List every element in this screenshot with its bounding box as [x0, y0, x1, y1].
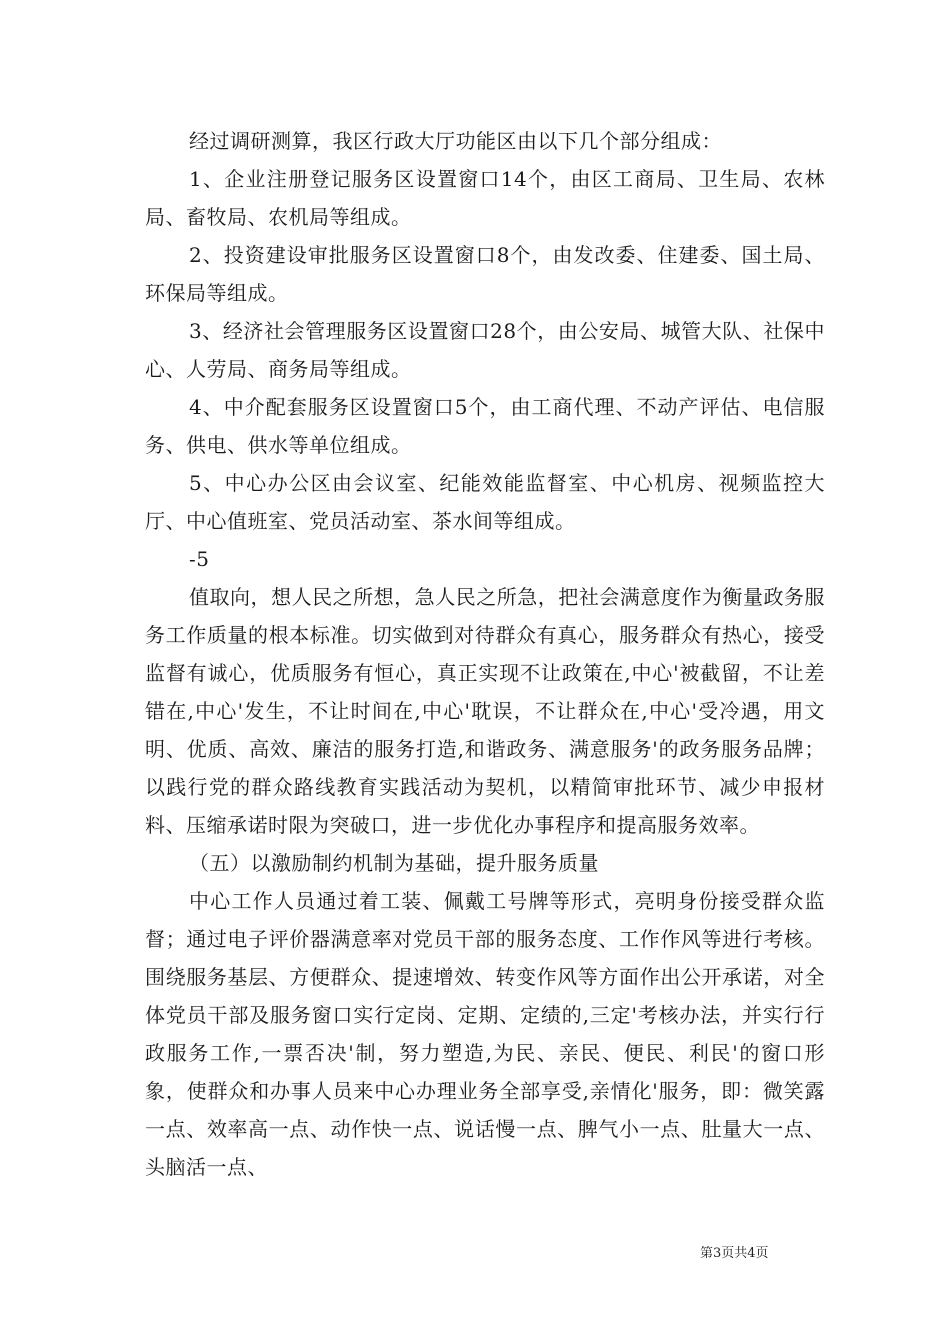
- paragraph-item-2: 2、投资建设审批服务区设置窗口8个，由发改委、住建委、国土局、环保局等组成。: [145, 243, 825, 305]
- paragraph-item-4: 4、中介配套服务区设置窗口5个，由工商代理、不动产评估、电信服务、供电、供水等单位组成。: [145, 395, 825, 457]
- paragraph-item-5: 5、中心办公区由会议室、纪能效能监督室、中心机房、视频监控大厅、中心值班室、党员活动室、茶水间等组成。: [145, 471, 825, 533]
- paragraph-item-3: 3、经济社会管理服务区设置窗口28个，由公安局、城管大队、社保中心、人劳局、商务局等组成。: [145, 319, 825, 381]
- page-marker: -5: [189, 547, 210, 571]
- paragraph-value-orientation: 值取向，想人民之所想，急人民之所急，把社会满意度作为衡量政务服务工作质量的根本标准。切实做到对待群众有真心，服务群众有热心，接受监督有诚心，优质服务有恒心，真正实现不让政策在,中心'被截留，不让差错在,中心'发生，不让时间在,中心'耽误，不让群众在,中心'受冷遇，用文明、优质、高效、廉洁的服务打造,和谐政务、满意服务'的政务服务品牌；以践行党的群众路线教育实践活动为契机，以精简审批环节、减少申报材料、压缩承诺时限为突破口，进一步优化办事程序和提高服务效率。: [145, 585, 825, 837]
- page-number-footer: 第3页共4页: [700, 1246, 769, 1261]
- document-body: [145, 122, 825, 1186]
- paragraph-intro: 经过调研测算，我区行政大厅功能区由以下几个部分组成：: [189, 129, 722, 153]
- section-heading-5: （五）以激励制约机制为基础，提升服务质量: [189, 851, 599, 875]
- paragraph-staff-supervision: 中心工作人员通过着工装、佩戴工号牌等形式，亮明身份接受群众监督；通过电子评价器满意率对党员干部的服务态度、工作作风等进行考核。围绕服务基层、方便群众、提速增效、转变作风等方面作出公开承诺，对全体党员干部及服务窗口实行定岗、定期、定绩的,三定'考核办法，并实行行政服务工作,一票否决'制，努力塑造,为民、亲民、便民、利民'的窗口形象，使群众和办事人员来中心办理业务全部享受,亲情化'服务，即：微笑露一点、效率高一点、动作快一点、说话慢一点、脾气小一点、肚量大一点、头脑活一点、: [145, 889, 825, 1179]
- paragraph-item-1: 1、企业注册登记服务区设置窗口14个，由区工商局、卫生局、农林局、畜牧局、农机局等组成。: [145, 167, 825, 229]
